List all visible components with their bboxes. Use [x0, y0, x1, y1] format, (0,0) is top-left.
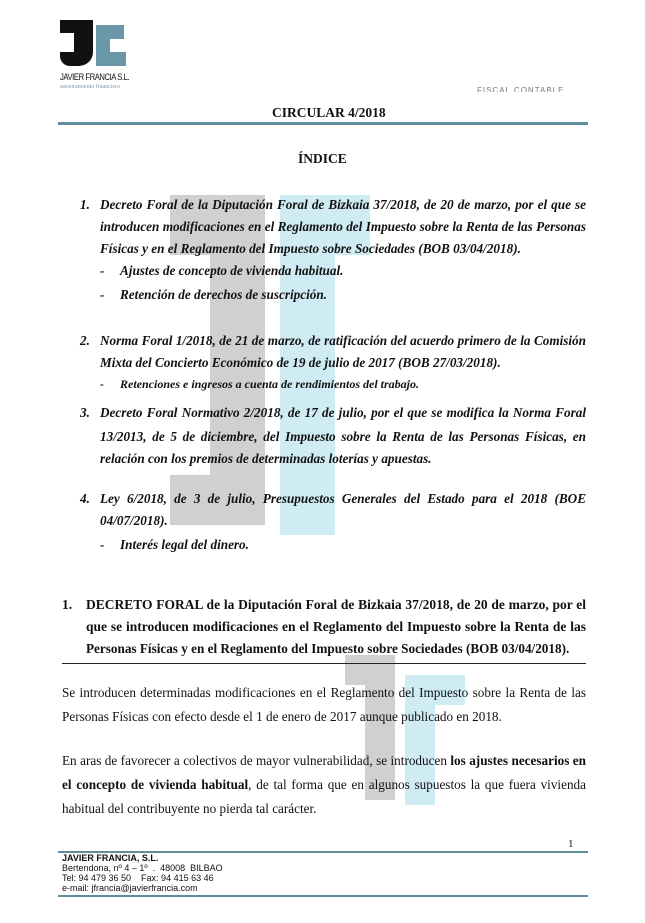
item-line: introducen modificaciones en el Reglamento del Impuesto sobre la Renta de las Personas — [100, 219, 586, 234]
sub-item[interactable]: Ajustes de concepto de vivienda habitual. — [120, 263, 344, 278]
item-line: 04/07/2018). — [100, 513, 168, 528]
sub-item[interactable]: Interés legal del dinero. — [120, 537, 249, 552]
section-rule — [62, 663, 586, 664]
item-line: relación con los premios de determinadas loterías y apuestas. — [100, 451, 432, 466]
sub-item[interactable]: Retención de derechos de suscripción. — [120, 287, 327, 302]
item-line: 13/2013, de 5 de diciembre, del Impuesto sobre la Renta de las Personas Físicas, en — [100, 429, 586, 444]
header-tagline: FISCAL CONTABLE — [477, 86, 565, 92]
page-number: 1 — [568, 838, 574, 850]
paragraph-line: Personas Físicas con efecto desde el 1 de enero de 2017 aunque publicado en 2018. — [62, 709, 502, 724]
item-line: Físicas y en el Reglamento del Impuesto sobre Sociedades (BOB 03/04/2018). — [100, 241, 521, 256]
item-line: Decreto Foral Normativo 2/2018, de 17 de julio, por el que se modifica la Norma Foral — [100, 405, 586, 420]
bullet: - — [100, 263, 105, 278]
heading-line: DECRETO FORAL de la Diputación Foral de Bizkaia 37/2018, de 20 de marzo, por el — [86, 597, 586, 612]
item-number: 4. — [80, 491, 90, 506]
item-number: 2. — [80, 333, 90, 348]
emphasis: el concepto de vivienda habitual — [62, 777, 249, 792]
item-line: Mixta del Concierto Económico de 19 de julio de 2017 (BOB 27/03/2018). — [100, 355, 501, 370]
text: En aras de favorecer a colectivos de mayor vulnerabilidad, se introducen — [62, 753, 451, 768]
footer-phone: Tel: 94 479 36 50 Fax: 94 415 63 46 — [62, 873, 214, 883]
bullet: - — [100, 287, 105, 302]
footer-email[interactable]: e-mail: jfrancia@javierfrancia.com — [62, 883, 198, 893]
item-line: Decreto Foral de la Diputación Foral de Bizkaia 37/2018, de 20 de marzo, por el que se — [100, 197, 586, 212]
item-number: 1. — [80, 197, 90, 212]
footer-company: JAVIER FRANCIA, S.L. — [62, 853, 159, 863]
footer-rule-bottom — [58, 895, 588, 897]
sub-item[interactable]: Retenciones e ingresos a cuenta de rendimientos del trabajo. — [120, 377, 419, 391]
circular-title: CIRCULAR 4/2018 — [272, 105, 386, 120]
emphasis: los ajustes necesarios en — [450, 753, 586, 768]
logo-text: JAVIER FRANCIA S.L. — [60, 72, 130, 82]
section-number: 1. — [62, 597, 73, 612]
footer-address: Bertendona, nº 4 – 1º . 48008 BILBAO — [62, 863, 223, 873]
item-line: Ley 6/2018, de 3 de julio, Presupuestos Generales del Estado para el 2018 (BOE — [100, 491, 586, 506]
item-line: Norma Foral 1/2018, de 21 de marzo, de ratificación del acuerdo primero de la Comisión — [100, 333, 586, 348]
index-heading: ÍNDICE — [298, 151, 347, 166]
heading-line: Personas Físicas y en el Reglamento del Impuesto sobre Sociedades (BOB 03/04/2018). — [86, 641, 570, 656]
paragraph-2-line-1 — [62, 753, 586, 769]
paragraph-line: Se introducen determinadas modificaciones en el Reglamento del Impuesto sobre la Renta de las — [62, 685, 586, 700]
header-rule — [58, 122, 588, 125]
text: , de tal forma que en algunos supuestos la que fuera vivienda — [248, 777, 586, 792]
logo-subtext: asesoramiento financiero — [60, 84, 121, 90]
item-number: 3. — [80, 405, 90, 420]
bullet: - — [100, 377, 104, 391]
paragraph-2-line-2 — [62, 777, 586, 793]
paragraph-line: habitual del contribuyente no pierda tal carácter. — [62, 801, 317, 816]
heading-line: que se introducen modificaciones en el Reglamento del Impuesto sobre la Renta de las — [86, 619, 586, 634]
bullet: - — [100, 537, 105, 552]
company-logo — [60, 20, 130, 70]
